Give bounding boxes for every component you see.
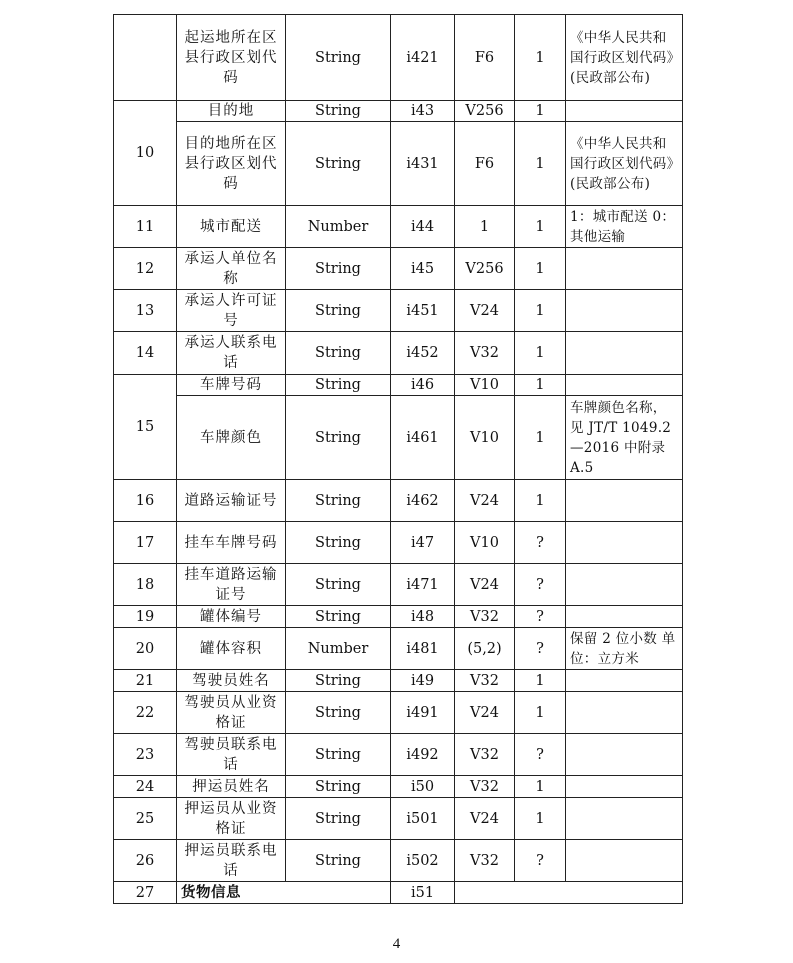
required-cell: ? [515, 734, 566, 776]
code-cell: i49 [391, 670, 455, 692]
page-number: 4 [392, 936, 401, 952]
note-cell [566, 332, 683, 375]
format-cell: V32 [455, 734, 515, 776]
table-row [114, 734, 683, 776]
code-cell: i471 [391, 564, 455, 606]
note-cell [566, 101, 683, 122]
row-number-cell: 26 [114, 840, 177, 882]
row-number-cell: 11 [114, 206, 177, 248]
required-cell: 1 [515, 101, 566, 122]
note-cell: 《中华人民共和国行政区划代码》(民政部公布) [566, 15, 683, 101]
type-cell: String [286, 290, 391, 332]
required-cell: 1 [515, 15, 566, 101]
field-name-cell: 押运员姓名 [177, 776, 286, 798]
field-name-cell: 押运员从业资格证 [177, 798, 286, 840]
row-number-cell: 18 [114, 564, 177, 606]
type-cell: String [286, 375, 391, 396]
required-cell: 1 [515, 776, 566, 798]
table-row [114, 606, 683, 628]
code-cell: i451 [391, 290, 455, 332]
note-cell [566, 670, 683, 692]
required-cell: 1 [515, 670, 566, 692]
table-row [114, 522, 683, 564]
field-name-cell: 挂车道路运输证号 [177, 564, 286, 606]
required-cell: 1 [515, 375, 566, 396]
field-name-cell: 承运人许可证号 [177, 290, 286, 332]
row-number-cell: 13 [114, 290, 177, 332]
code-cell: i492 [391, 734, 455, 776]
note-cell [566, 734, 683, 776]
row-number-cell: 22 [114, 692, 177, 734]
note-cell [566, 375, 683, 396]
required-cell: 1 [515, 290, 566, 332]
table-row [114, 564, 683, 606]
field-name-cell: 承运人联系电话 [177, 332, 286, 375]
note-cell [566, 840, 683, 882]
code-cell: i48 [391, 606, 455, 628]
field-name-cell: 目的地 [177, 101, 286, 122]
format-cell: F6 [455, 122, 515, 206]
code-cell: i43 [391, 101, 455, 122]
code-cell: i44 [391, 206, 455, 248]
code-cell: i481 [391, 628, 455, 670]
row-number-cell: 25 [114, 798, 177, 840]
type-cell: String [286, 692, 391, 734]
format-cell: V24 [455, 564, 515, 606]
note-cell [566, 480, 683, 522]
code-cell: i502 [391, 840, 455, 882]
format-cell: V24 [455, 692, 515, 734]
type-cell: String [286, 396, 391, 480]
format-cell: V32 [455, 776, 515, 798]
table-row [114, 692, 683, 734]
row-number-cell: 17 [114, 522, 177, 564]
field-name-cell: 罐体容积 [177, 628, 286, 670]
table-row [114, 798, 683, 840]
type-cell: String [286, 776, 391, 798]
field-name-cell: 驾驶员姓名 [177, 670, 286, 692]
format-cell: V24 [455, 290, 515, 332]
type-cell: String [286, 480, 391, 522]
format-cell: V10 [455, 396, 515, 480]
type-cell: String [286, 734, 391, 776]
required-cell: 1 [515, 692, 566, 734]
table-row [114, 101, 683, 122]
required-cell: ? [515, 628, 566, 670]
table-row [114, 840, 683, 882]
type-cell: String [286, 101, 391, 122]
type-cell: String [286, 840, 391, 882]
note-cell [566, 798, 683, 840]
type-cell: String [286, 248, 391, 290]
row-number-cell: 27 [114, 882, 177, 904]
format-cell: V256 [455, 101, 515, 122]
code-cell: i421 [391, 15, 455, 101]
code-cell: i431 [391, 122, 455, 206]
note-cell [566, 692, 683, 734]
row-number-cell: 23 [114, 734, 177, 776]
code-cell: i462 [391, 480, 455, 522]
required-cell: ? [515, 564, 566, 606]
table-row [114, 480, 683, 522]
note-cell [566, 522, 683, 564]
code-cell: i47 [391, 522, 455, 564]
required-cell: 1 [515, 332, 566, 375]
required-cell: 1 [515, 396, 566, 480]
type-cell: String [286, 798, 391, 840]
field-name-cell: 城市配送 [177, 206, 286, 248]
required-cell: 1 [515, 798, 566, 840]
format-cell: V256 [455, 248, 515, 290]
note-cell: 1：城市配送 0：其他运输 [566, 206, 683, 248]
section-heading-cell: 货物信息 [177, 882, 391, 904]
field-name-cell: 起运地所在区县行政区划代码 [177, 15, 286, 101]
code-cell: i50 [391, 776, 455, 798]
note-cell [566, 776, 683, 798]
note-cell [566, 248, 683, 290]
note-cell: 车牌颜色名称，见 JT/T 1049.2—2016 中附录 A.5 [566, 396, 683, 480]
format-cell: V32 [455, 332, 515, 375]
empty-cell [455, 882, 683, 904]
row-number-cell: 10 [114, 101, 177, 206]
note-cell: 《中华人民共和国行政区划代码》(民政部公布) [566, 122, 683, 206]
table-row [114, 248, 683, 290]
format-cell: V32 [455, 670, 515, 692]
table-row [114, 122, 683, 206]
required-cell: 1 [515, 206, 566, 248]
data-dictionary-table [113, 14, 683, 904]
required-cell: ? [515, 840, 566, 882]
field-name-cell: 押运员联系电话 [177, 840, 286, 882]
code-cell: i501 [391, 798, 455, 840]
type-cell: String [286, 522, 391, 564]
format-cell: 1 [455, 206, 515, 248]
field-name-cell: 道路运输证号 [177, 480, 286, 522]
format-cell: V24 [455, 798, 515, 840]
format-cell: V32 [455, 840, 515, 882]
field-name-cell: 挂车车牌号码 [177, 522, 286, 564]
code-cell: i452 [391, 332, 455, 375]
format-cell: F6 [455, 15, 515, 101]
format-cell: (5,2) [455, 628, 515, 670]
code-cell: i491 [391, 692, 455, 734]
row-number-cell: 15 [114, 375, 177, 480]
row-number-cell [114, 15, 177, 101]
format-cell: V24 [455, 480, 515, 522]
type-cell: Number [286, 206, 391, 248]
row-number-cell: 14 [114, 332, 177, 375]
type-cell: String [286, 332, 391, 375]
field-name-cell: 目的地所在区县行政区划代码 [177, 122, 286, 206]
table-row [114, 375, 683, 396]
required-cell: ? [515, 606, 566, 628]
row-number-cell: 20 [114, 628, 177, 670]
note-cell: 保留 2 位小数 单位：立方米 [566, 628, 683, 670]
table-row [114, 882, 683, 904]
type-cell: String [286, 564, 391, 606]
required-cell: 1 [515, 480, 566, 522]
field-name-cell: 驾驶员从业资格证 [177, 692, 286, 734]
code-cell: i45 [391, 248, 455, 290]
row-number-cell: 24 [114, 776, 177, 798]
type-cell: Number [286, 628, 391, 670]
table-row [114, 206, 683, 248]
code-cell: i461 [391, 396, 455, 480]
row-number-cell: 19 [114, 606, 177, 628]
field-name-cell: 车牌颜色 [177, 396, 286, 480]
row-number-cell: 21 [114, 670, 177, 692]
required-cell: ? [515, 522, 566, 564]
field-name-cell: 承运人单位名称 [177, 248, 286, 290]
table-row [114, 776, 683, 798]
table-row [114, 396, 683, 480]
table-row [114, 15, 683, 101]
field-name-cell: 罐体编号 [177, 606, 286, 628]
note-cell [566, 564, 683, 606]
type-cell: String [286, 670, 391, 692]
field-name-cell: 驾驶员联系电话 [177, 734, 286, 776]
row-number-cell: 16 [114, 480, 177, 522]
table-row [114, 332, 683, 375]
table-row [114, 628, 683, 670]
field-name-cell: 车牌号码 [177, 375, 286, 396]
type-cell: String [286, 606, 391, 628]
type-cell: String [286, 15, 391, 101]
code-cell: i51 [391, 882, 455, 904]
note-cell [566, 290, 683, 332]
required-cell: 1 [515, 248, 566, 290]
table-row [114, 670, 683, 692]
format-cell: V32 [455, 606, 515, 628]
table-row [114, 290, 683, 332]
row-number-cell: 12 [114, 248, 177, 290]
code-cell: i46 [391, 375, 455, 396]
required-cell: 1 [515, 122, 566, 206]
note-cell [566, 606, 683, 628]
format-cell: V10 [455, 375, 515, 396]
type-cell: String [286, 122, 391, 206]
format-cell: V10 [455, 522, 515, 564]
